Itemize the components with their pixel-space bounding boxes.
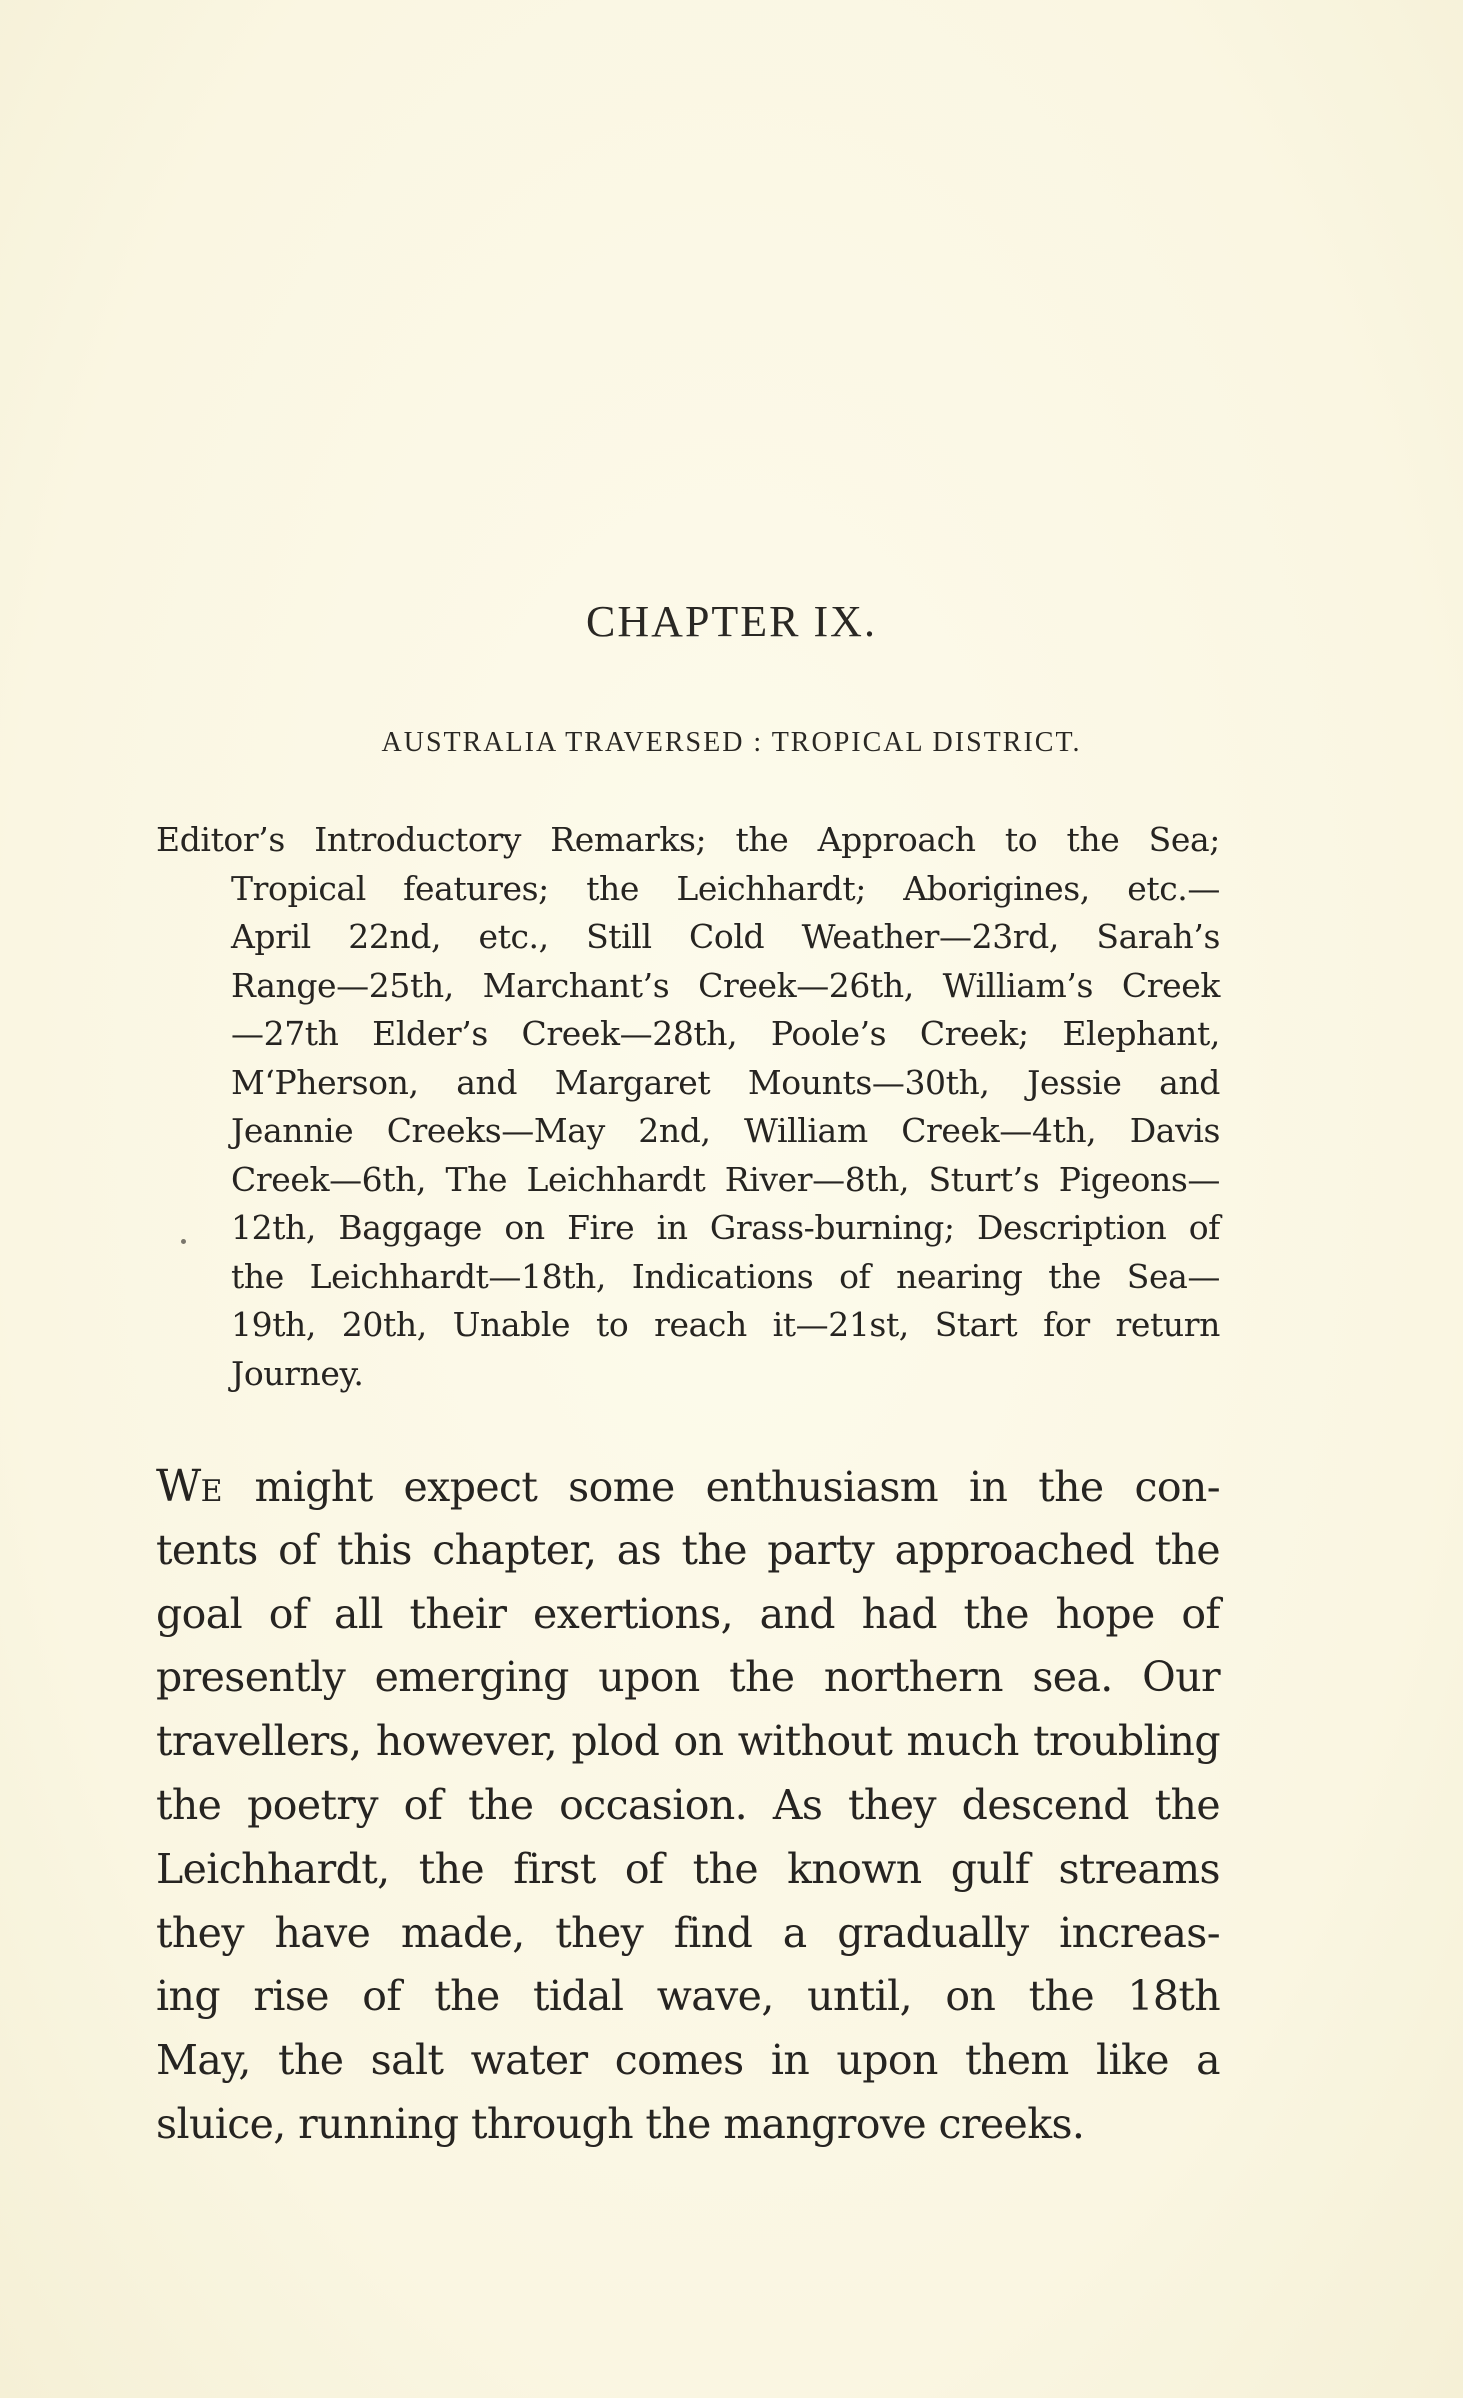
synopsis-line: Range—25th, Marchant’s Creek—26th, William’s Creek (231, 965, 1220, 1005)
synopsis-line: Jeannie Creeks—May 2nd, William Creek—4th, Davis (231, 1111, 1220, 1150)
chapter-subtitle: AUSTRALIA TRAVERSED : TROPICAL DISTRICT. (381, 727, 1082, 758)
drop-capital: W (156, 1461, 201, 1512)
body-line: the poetry of the occasion. As they descend the (156, 1780, 1220, 1829)
synopsis-line: M‘Pherson, and Margaret Mounts—30th, Jessie and (231, 1062, 1220, 1102)
synopsis-line: 19th, 20th, Unable to reach it—21st, Start for return (231, 1305, 1220, 1344)
body-line: tents of this chapter, as the party approached the (156, 1525, 1220, 1574)
body-line-first (156, 1455, 1220, 1519)
synopsis-line: 12th, Baggage on Fire in Grass-burning; Description of (231, 1208, 1220, 1247)
body-line: May, the salt water comes in upon them like a (156, 2036, 1220, 2085)
body-line: goal of all their exertions, and had the hope of (156, 1589, 1220, 1638)
body-line-text: might expect some enthusiasm in the con- (223, 1463, 1220, 1511)
chapter-synopsis (156, 816, 1220, 1398)
body-line: Leichhardt, the first of the known gulf streams (156, 1844, 1220, 1893)
body-line: sluice, running through the mangrove creeks. (156, 2099, 1085, 2148)
synopsis-line: —27th Elder’s Creek—28th, Poole’s Creek; Elephant, (231, 1014, 1220, 1053)
synopsis-line: April 22nd, etc., Still Cold Weather—23rd, Sarah’s (231, 917, 1220, 956)
synopsis-line: Tropical features; the Leichhardt; Aborigines, etc.— (231, 868, 1220, 908)
synopsis-line: Editor’s Introductory Remarks; the Approach to the Sea; (156, 820, 1220, 859)
margin-mark (181, 1239, 186, 1244)
small-capital: E (200, 1474, 224, 1509)
synopsis-line: the Leichhardt—18th, Indications of nearing the Sea— (231, 1256, 1220, 1296)
chapter-title: CHAPTER IX. (586, 597, 877, 646)
body-line: they have made, they find a gradually increas- (156, 1908, 1220, 1957)
synopsis-line: Creek—6th, The Leichhardt River—8th, Sturt’s Pigeons— (231, 1159, 1220, 1199)
synopsis-line: Journey. (231, 1353, 364, 1393)
body-line: travellers, however, plod on without much troubling (156, 1717, 1220, 1766)
body-line: ing rise of the tidal wave, until, on the 18th (156, 1972, 1220, 2021)
body-paragraph (156, 1455, 1220, 2157)
body-line: presently emerging upon the northern sea. Our (156, 1653, 1220, 1702)
